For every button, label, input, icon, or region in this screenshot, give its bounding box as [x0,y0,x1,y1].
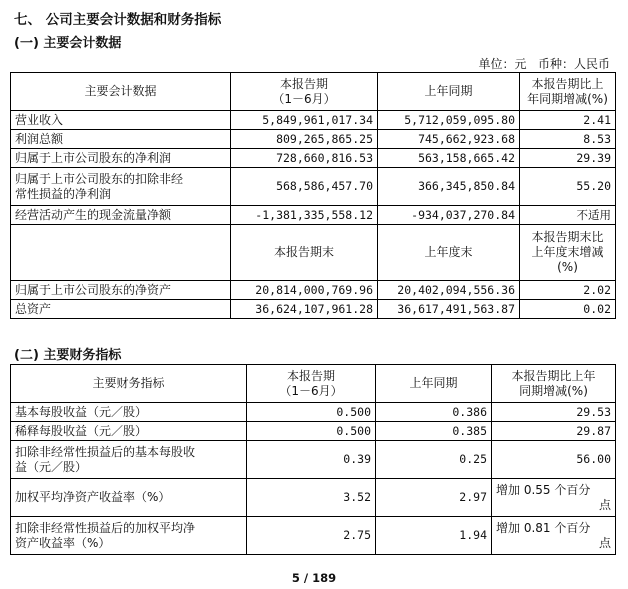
header-cell [520,225,616,281]
table-row [11,517,616,555]
prior-value: 2.97 [376,479,492,517]
row-label: 营业收入 [11,111,231,130]
current-value: 568,586,457.70 [231,168,378,206]
table-header-row [11,225,616,281]
current-value: 2.75 [247,517,376,555]
prior-value: 745,662,923.68 [378,130,520,149]
prior-value: 366,345,850.84 [378,168,520,206]
row-label: 基本每股收益（元／股） [11,403,247,422]
header-line: 本报告期 [279,76,328,91]
change-value: 0.02 [520,300,616,319]
current-value: 3.52 [247,479,376,517]
prior-value: 1.94 [376,517,492,555]
table-row [11,441,616,479]
row-label [11,168,231,206]
prior-value: 0.386 [376,403,492,422]
change-value: 56.00 [492,441,616,479]
table-row [11,281,616,300]
prior-value: 0.25 [376,441,492,479]
header-cell [247,365,376,403]
row-label-line: 扣除非经常性损益后的基本每股收 [15,444,196,459]
current-value: 5,849,961,017.34 [231,111,378,130]
unit-line [479,55,610,72]
header-cell: 主要财务指标 [11,365,247,403]
header-cell [520,73,616,111]
row-label-line: 扣除非经常性损益后的加权平均净 [15,520,196,535]
change-value [492,479,616,517]
prior-value: -934,037,270.84 [378,206,520,225]
header-cell [492,365,616,403]
change-value: 55.20 [520,168,616,206]
current-value: 0.500 [247,422,376,441]
table-header-row [11,73,616,111]
prior-value: 5,712,059,095.80 [378,111,520,130]
row-label-line: 常性损益的净利润 [15,186,112,201]
current-value: 20,814,000,769.96 [231,281,378,300]
table-row [11,479,616,517]
table-row [11,149,616,168]
change-value: 不适用 [520,206,616,225]
header-line: 本报告期 [286,368,335,383]
row-label-line: 资产收益率（%） [15,535,111,550]
header-line: （1－6月） [279,383,343,398]
change-line: 增加 0.55 个百分 [496,482,591,497]
subsection-title-financial-indicators: (二) 主要财务指标 [14,348,122,363]
table-row [11,206,616,225]
header-cell: 上年同期 [376,365,492,403]
current-value: -1,381,335,558.12 [231,206,378,225]
row-label: 归属于上市公司股东的净资产 [11,281,231,300]
header-line: 本报告期末比 [531,230,604,244]
financial-indicators-table [10,364,616,555]
header-line: 年同期增减(%) [527,91,608,106]
unit-label: 单位：元 [478,57,527,71]
row-label-line: 益（元／股） [15,459,88,474]
row-label: 加权平均净资产收益率（%） [11,479,247,517]
header-line: 本报告期比上年 [511,368,596,383]
change-value: 29.87 [492,422,616,441]
row-label-line: 归属于上市公司股东的扣除非经 [15,171,184,186]
header-cell: 上年度末 [378,225,520,281]
header-cell-empty [11,225,231,281]
row-label: 利润总额 [11,130,231,149]
header-cell: 本报告期末 [231,225,378,281]
current-value: 0.500 [247,403,376,422]
change-line: 增加 0.81 个百分 [496,520,591,535]
page-number: 5 / 189 [291,571,337,585]
table-header-row [11,365,616,403]
prior-value: 20,402,094,556.36 [378,281,520,300]
header-line: (%) [557,260,578,274]
table-row [11,422,616,441]
row-label: 经营活动产生的现金流量净额 [11,206,231,225]
header-cell: 上年同期 [378,73,520,111]
header-line: （1－6月） [272,91,336,106]
row-label: 稀释每股收益（元／股） [11,422,247,441]
prior-value: 36,617,491,563.87 [378,300,520,319]
header-cell [231,73,378,111]
table-row [11,300,616,319]
row-label: 总资产 [11,300,231,319]
row-label [11,441,247,479]
header-line: 同期增减(%) [519,383,588,398]
table-row [11,111,616,130]
change-value: 2.02 [520,281,616,300]
accounting-data-table [10,72,616,319]
table-row [11,168,616,206]
current-value: 0.39 [247,441,376,479]
section-title: 七、 公司主要会计数据和财务指标 [14,12,222,28]
row-label [11,517,247,555]
header-line: 本报告期比上 [531,76,604,91]
prior-value: 0.385 [376,422,492,441]
change-line: 点 [598,497,611,512]
table-row [11,403,616,422]
header-cell: 主要会计数据 [11,73,231,111]
row-label: 归属于上市公司股东的净利润 [11,149,231,168]
current-value: 728,660,816.53 [231,149,378,168]
current-value: 36,624,107,961.28 [231,300,378,319]
currency-label: 币种：人民币 [537,57,610,71]
change-line: 点 [598,535,611,550]
subsection-title-accounting-data: (一) 主要会计数据 [14,36,122,51]
header-line: 上年度末增减 [531,245,604,259]
change-value: 29.53 [492,403,616,422]
change-value [492,517,616,555]
prior-value: 563,158,665.42 [378,149,520,168]
change-value: 8.53 [520,130,616,149]
current-value: 809,265,865.25 [231,130,378,149]
change-value: 2.41 [520,111,616,130]
table-row [11,130,616,149]
change-value: 29.39 [520,149,616,168]
